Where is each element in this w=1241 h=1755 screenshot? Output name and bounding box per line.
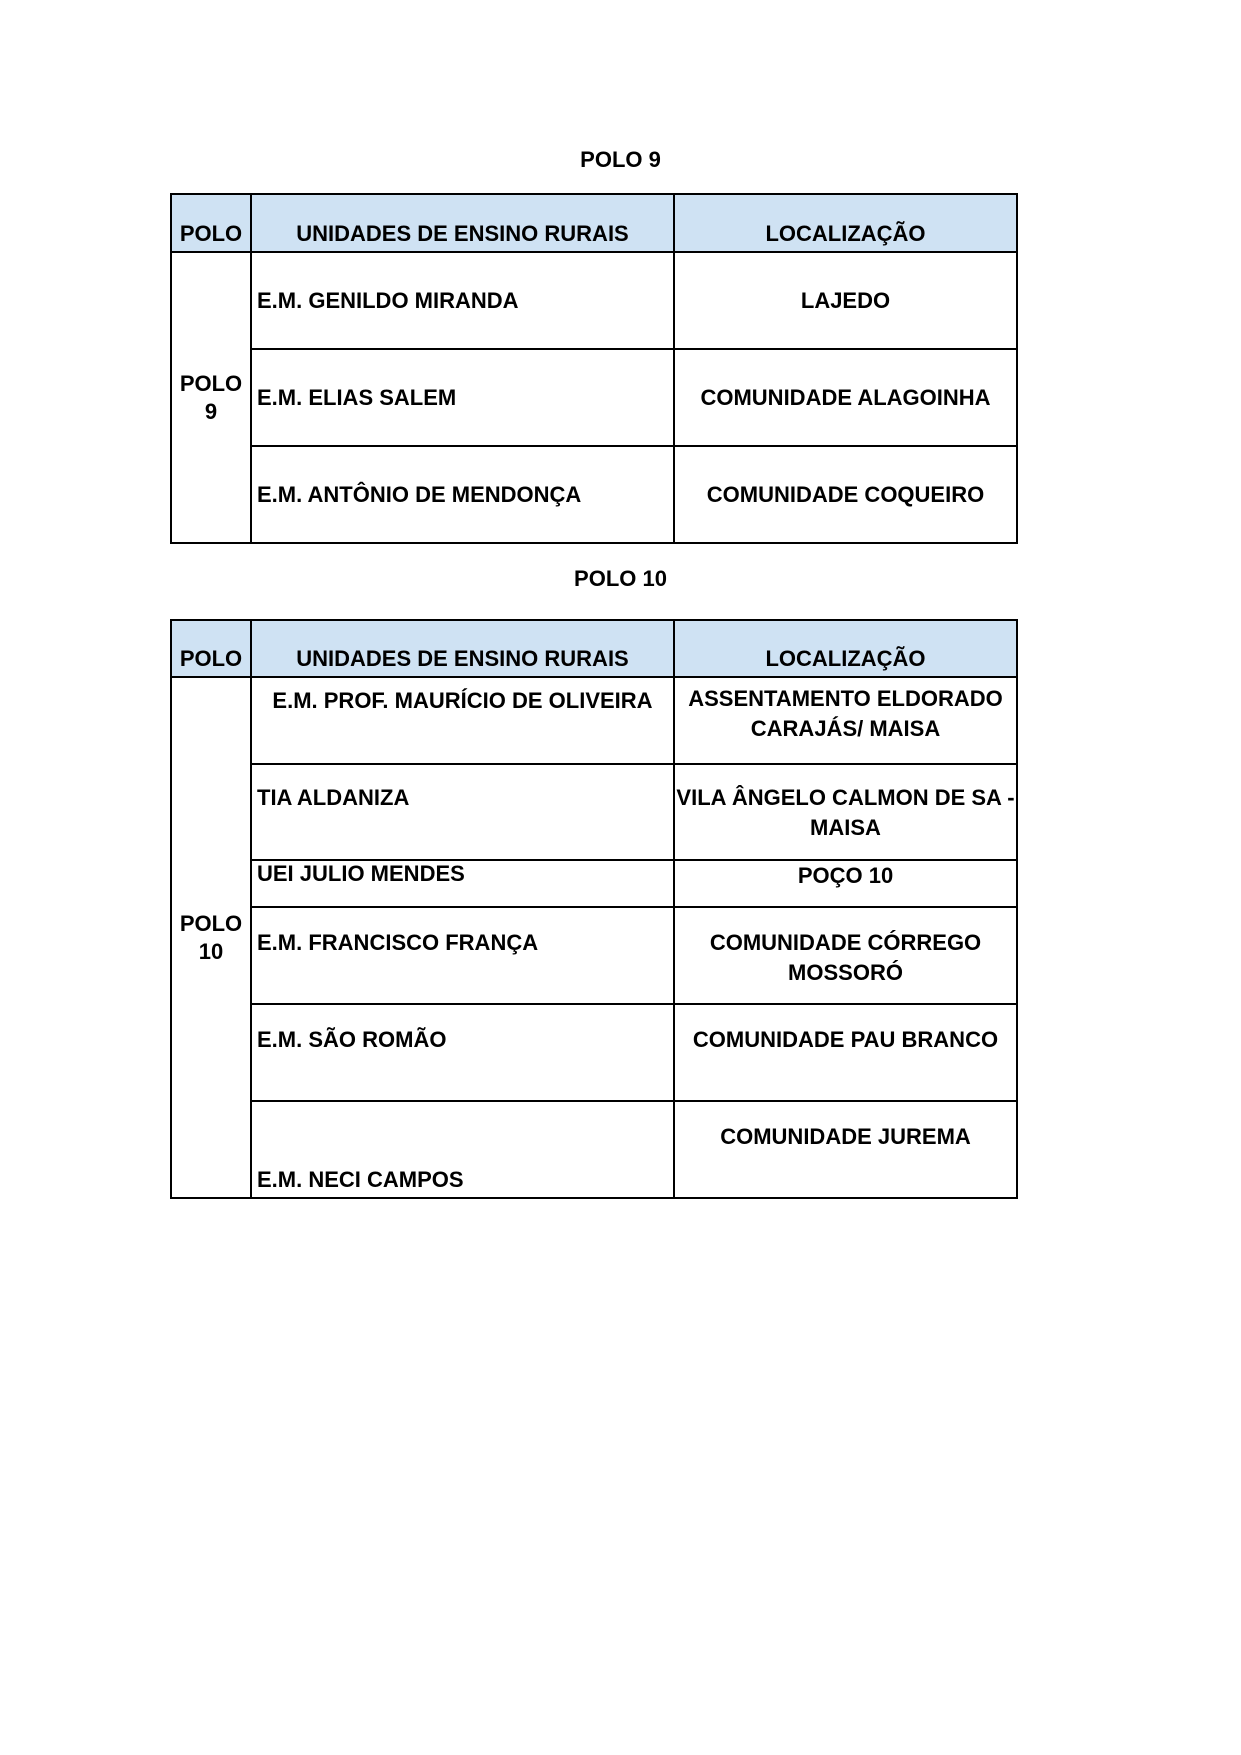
unit-name: E.M. ELIAS SALEM [251, 349, 674, 446]
unit-name: E.M. GENILDO MIRANDA [251, 252, 674, 349]
header-polo: POLO [171, 620, 251, 677]
polo10-caption: POLO 10 [574, 566, 667, 591]
header-row [171, 194, 1017, 252]
header-row [171, 620, 1017, 677]
table-row [171, 764, 1017, 860]
header-units: UNIDADES DE ENSINO RURAIS [251, 194, 674, 252]
polo-cell [171, 252, 251, 543]
location: VILA ÂNGELO CALMON DE SA - MAISA [674, 764, 1017, 860]
unit-name: E.M. FRANCISCO FRANÇA [251, 907, 674, 1004]
location: COMUNIDADE ALAGOINHA [674, 349, 1017, 446]
unit-name: E.M. SÃO ROMÃO [251, 1004, 674, 1101]
unit-name: E.M. ANTÔNIO DE MENDONÇA [251, 446, 674, 543]
location: COMUNIDADE COQUEIRO [674, 446, 1017, 543]
polo-label: POLO [179, 910, 243, 936]
location: ASSENTAMENTO ELDORADO CARAJÁS/ MAISA [674, 677, 1017, 764]
polo9-table [170, 193, 1018, 544]
header-polo: POLO [171, 194, 251, 252]
table-row [171, 677, 1017, 764]
table-row [171, 1101, 1017, 1198]
location: COMUNIDADE CÓRREGO MOSSORÓ [674, 907, 1017, 1004]
table-row [171, 860, 1017, 907]
table-row [171, 907, 1017, 1004]
location: COMUNIDADE JUREMA [674, 1101, 1017, 1198]
location: POÇO 10 [674, 860, 1017, 907]
table-row [171, 446, 1017, 543]
table-row [171, 1004, 1017, 1101]
unit-name: TIA ALDANIZA [251, 764, 674, 860]
table-row [171, 252, 1017, 349]
polo-number: 10 [198, 938, 224, 964]
header-units: UNIDADES DE ENSINO RURAIS [251, 620, 674, 677]
header-location: LOCALIZAÇÃO [674, 194, 1017, 252]
table-row [171, 349, 1017, 446]
polo-label: POLO [179, 370, 243, 396]
location: LAJEDO [674, 252, 1017, 349]
unit-name: E.M. NECI CAMPOS [251, 1101, 674, 1198]
location: COMUNIDADE PAU BRANCO [674, 1004, 1017, 1101]
unit-name: E.M. PROF. MAURÍCIO DE OLIVEIRA [251, 677, 674, 764]
header-location: LOCALIZAÇÃO [674, 620, 1017, 677]
unit-name: UEI JULIO MENDES [251, 860, 674, 907]
polo-number: 9 [204, 398, 218, 424]
polo10-table [170, 619, 1018, 1199]
polo-cell [171, 677, 251, 1198]
polo9-caption: POLO 9 [580, 147, 661, 172]
